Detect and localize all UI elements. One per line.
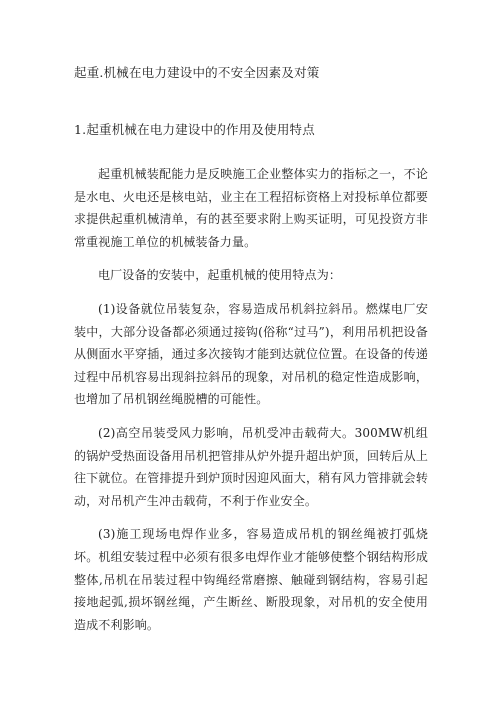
paragraph-feature-1: (1)设备就位吊装复杂，容易造成吊机斜拉斜吊。燃煤电厂安装中，大部分设备都必须通过接钩(俗称“过马”)，利用吊机把设备从侧面水平穿插，通过多次接钩才能到达就位位置。在设备的传递过程中吊机容易出现斜拉斜吊的现象，对吊机的稳定性造成影响，也增加了吊机钢丝绳脱槽的可能性。: [74, 301, 428, 407]
document-body: [74, 163, 428, 647]
paragraph-feature-3: (3)施工现场电焊作业多，容易造成吊机的钢丝绳被打弧烧坏。机组安装过程中必须有很多电焊作业才能够使整个钢结构形成整体,吊机在吊装过程中钩绳经常磨擦、触碰到钢结构，容易引起接地起弧,损坏钢丝绳，产生断丝、断股现象，对吊机的安全使用造成不利影响。: [74, 527, 428, 632]
paragraph-intro: 起重机械装配能力是反映施工企业整体实力的指标之一，不论是水电、火电还是核电站，业主在工程招标资格上对投标单位都要求提供起重机械清单，有的甚至要求附上购买证明，可见投资方非常重视施工单位的机械装备力量。: [74, 167, 428, 249]
paragraph-feature-2: (2)高空吊装受风力影响，吊机受冲击载荷大。300MW机组的锅炉受热面设备用吊机把管排从炉外提升超出炉顶，回转后从上往下就位。在管排提升到炉顶时因迎风面大，稍有风力管排就会转动，对吊机产生冲击载荷，不利于作业安全。: [74, 425, 428, 508]
paragraph-features-lead: 电厂设备的安装中，起重机械的使用特点为：: [98, 268, 342, 283]
document-title: 起重.机械在电力建设中的不安全因素及对策: [74, 65, 320, 80]
section-heading: 1.起重机械在电力建设中的作用及使用特点: [74, 122, 315, 137]
